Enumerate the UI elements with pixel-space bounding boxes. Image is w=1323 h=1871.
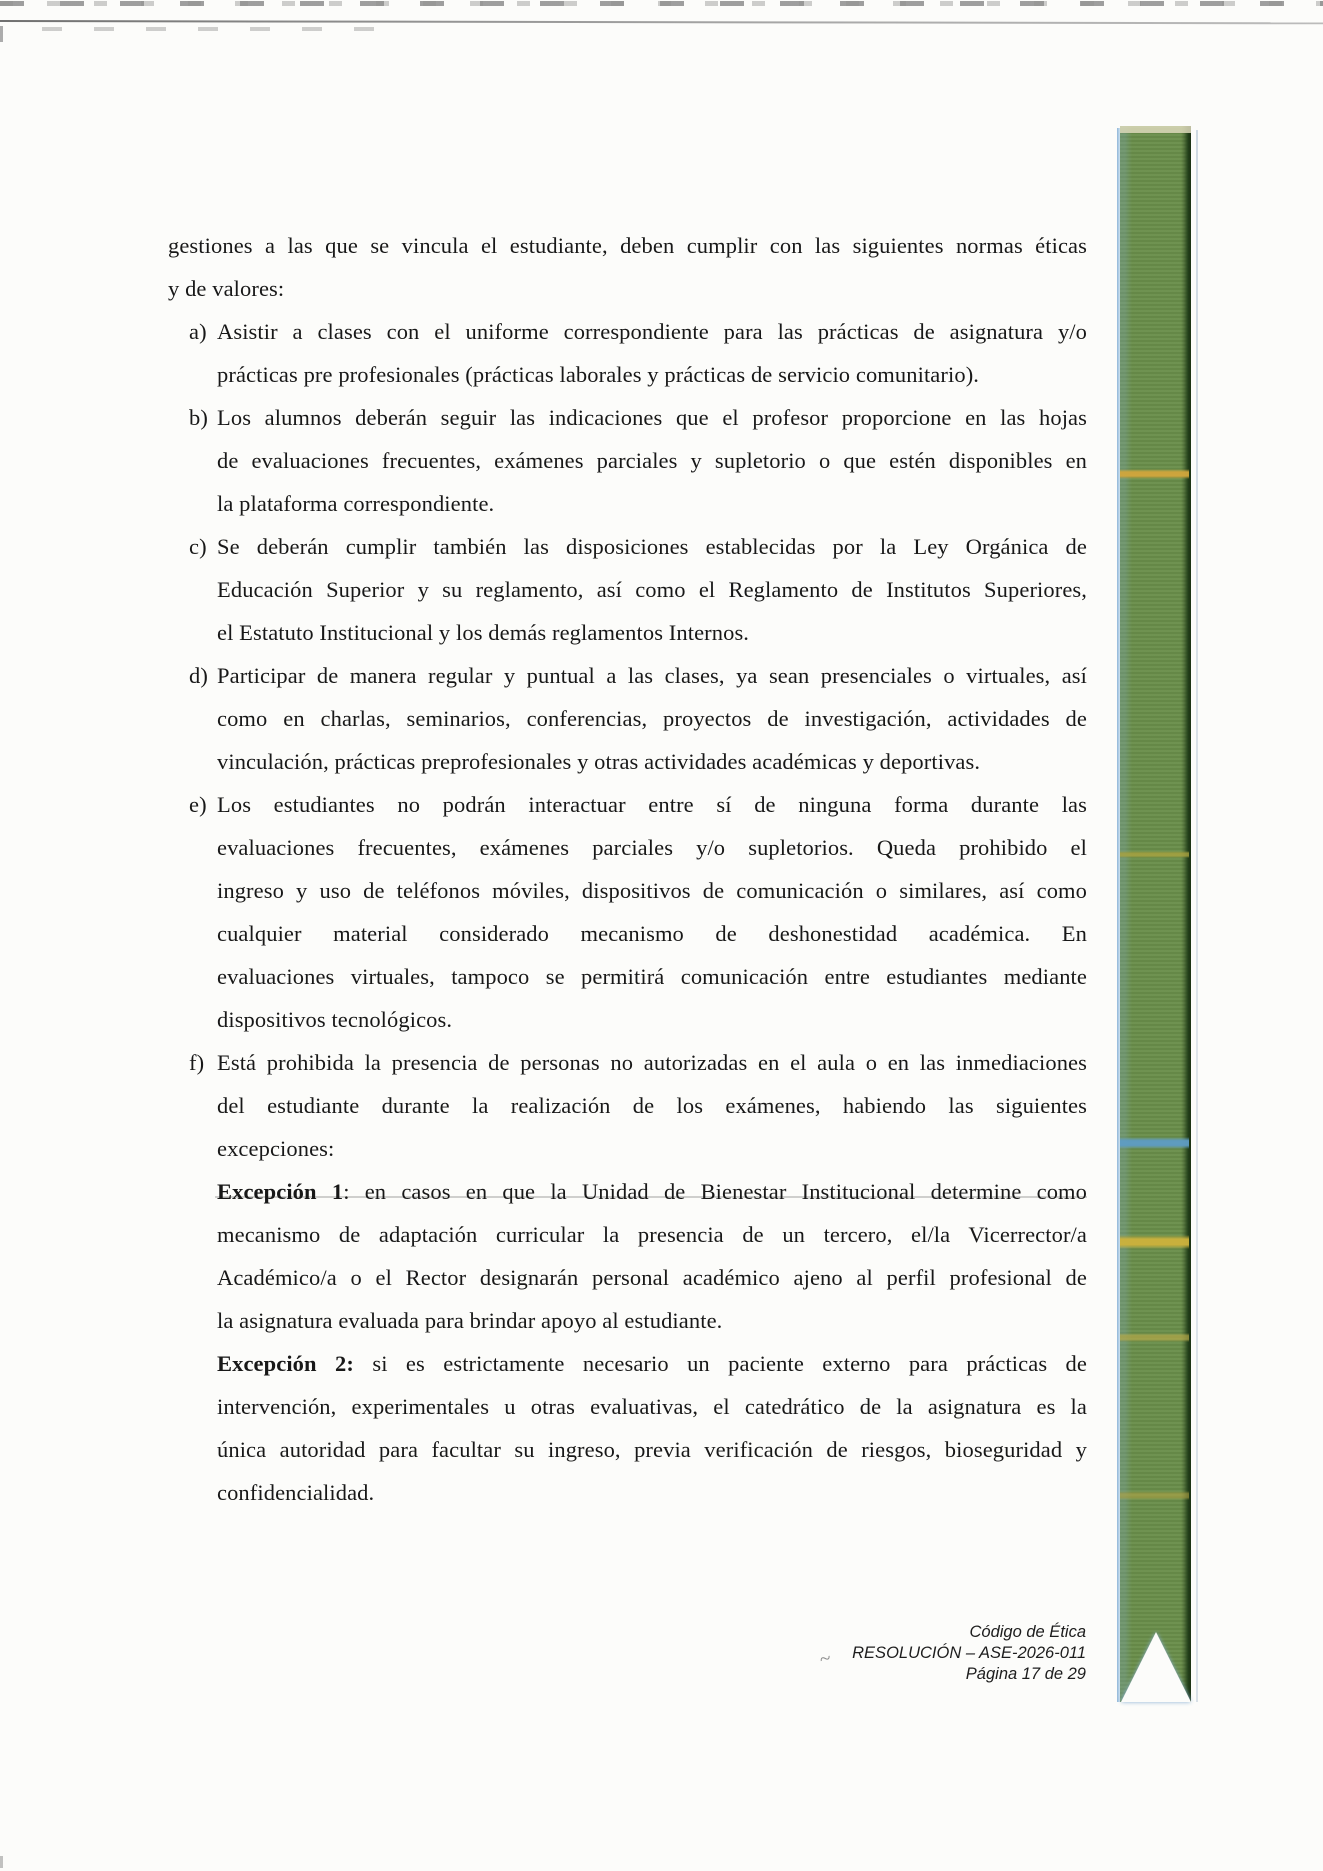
- footer-doc-title: Código de Ética: [969, 1623, 1086, 1641]
- text-line: única autoridad para facultar su ingreso, previa verificación de riesgos, bioseguridad y: [217, 1437, 1087, 1462]
- text-line: de evaluaciones frecuentes, exámenes parciales y supletorio o que estén disponibles en: [217, 448, 1087, 473]
- list-marker: c): [189, 534, 207, 559]
- ribbon-top-cap: [1120, 126, 1191, 133]
- text-line: evaluaciones virtuales, tampoco se permitirá comunicación entre estudiantes mediante: [217, 964, 1087, 989]
- text-line: Los estudiantes no podrán interactuar entre sí de ninguna forma durante las: [217, 792, 1087, 817]
- ribbon-streak: [1120, 851, 1189, 858]
- text-line: prácticas pre profesionales (prácticas laborales y prácticas de servicio comunitario).: [217, 362, 980, 387]
- ribbon-streak: [1120, 1137, 1189, 1149]
- text-line: del estudiante durante la realización de los exámenes, habiendo las siguientes: [217, 1093, 1087, 1118]
- scan-artifact-dashes: [0, 1, 1323, 6]
- paragraph: [168, 224, 1087, 310]
- list-item-paragraph: [168, 783, 1087, 1041]
- ribbon-body: [1120, 126, 1191, 1702]
- list-marker: f): [189, 1050, 205, 1075]
- ribbon-streak: [1120, 1235, 1189, 1249]
- text-block: [168, 224, 1087, 1514]
- text-line: Excepción 1: en casos en que la Unidad de Bienestar Institucional determine como: [217, 1179, 1087, 1204]
- text-line: vinculación, prácticas preprofesionales y otras actividades académicas y deportivas.: [217, 749, 981, 774]
- text-line: intervención, experimentales u otras evaluativas, el catedrático de la asignatura es la: [217, 1394, 1087, 1419]
- paragraph: [168, 1170, 1087, 1342]
- text-line: confidencialidad.: [217, 1480, 375, 1505]
- list-item-paragraph: [168, 525, 1087, 654]
- text-line: Académico/a o el Rector designarán personal académico ajeno al perfil profesional de: [217, 1265, 1087, 1290]
- text-line: mecanismo de adaptación curricular la presencia de un tercero, el/la Vicerrector/a: [217, 1222, 1087, 1247]
- text-line: dispositivos tecnológicos.: [217, 1007, 453, 1032]
- text-line: Está prohibida la presencia de personas no autorizadas en el aula o en las inmediaciones: [217, 1050, 1087, 1075]
- text-line: el Estatuto Institucional y los demás reglamentos Internos.: [217, 620, 750, 645]
- list-item-paragraph: [168, 396, 1087, 525]
- footer-page-number: Página 17 de 29: [965, 1665, 1086, 1683]
- text-line: Asistir a clases con el uniforme correspondiente para las prácticas de asignatura y/o: [217, 319, 1087, 344]
- text-line: Educación Superior y su reglamento, así como el Reglamento de Institutos Superiores,: [217, 577, 1087, 602]
- list-item-paragraph: [168, 654, 1087, 783]
- text-line: la asignatura evaluada para brindar apoyo al estudiante.: [217, 1308, 723, 1333]
- text-line: Excepción 2: si es estrictamente necesario un paciente externo para prácticas de: [217, 1351, 1087, 1376]
- scan-artifact-line: [0, 20, 1323, 24]
- paragraph: [168, 1342, 1087, 1514]
- list-marker: d): [189, 663, 208, 688]
- text-line: y de valores:: [168, 276, 285, 301]
- scan-artifact-subdashes: [42, 27, 382, 31]
- footer-resolution: RESOLUCIÓN – ASE-2026-011: [852, 1644, 1086, 1662]
- text-line: evaluaciones frecuentes, exámenes parciales y/o supletorios. Queda prohibido el: [217, 835, 1087, 860]
- list-item-paragraph: [168, 1041, 1087, 1170]
- pen-mark: ~: [817, 1647, 833, 1671]
- ribbon-notch-triangle: [1121, 1632, 1191, 1702]
- list-marker: b): [189, 405, 208, 430]
- list-marker: e): [189, 792, 207, 817]
- ribbon-streak: [1120, 1491, 1189, 1500]
- text-line: Se deberán cumplir también las disposiciones establecidas por la Ley Orgánica de: [217, 534, 1087, 559]
- text-line: como en charlas, seminarios, conferencias, proyectos de investigación, actividades de: [217, 706, 1087, 731]
- text-line: excepciones:: [217, 1136, 335, 1161]
- list-marker: a): [189, 319, 207, 344]
- text-line: cualquier material considerado mecanismo de deshonestidad académica. En: [217, 921, 1087, 946]
- text-line: Los alumnos deberán seguir las indicaciones que el profesor proporcione en las hojas: [217, 405, 1087, 430]
- scan-edge-tick-top: [0, 26, 3, 42]
- ribbon-streak: [1120, 1333, 1189, 1342]
- page-footer: [852, 1622, 1086, 1685]
- text-line: Participar de manera regular y puntual a las clases, ya sean presenciales o virtuales, así: [217, 663, 1087, 688]
- ribbon-streak: [1120, 469, 1189, 479]
- ribbon-right-outer-line: [1196, 130, 1198, 1702]
- list-item-paragraph: [168, 310, 1087, 396]
- text-line: ingreso y uso de teléfonos móviles, dispositivos de comunicación o similares, así como: [217, 878, 1087, 903]
- text-line: la plataforma correspondiente.: [217, 491, 495, 516]
- text-line: gestiones a las que se vincula el estudiante, deben cumplir con las siguientes normas éticas: [168, 233, 1087, 258]
- scan-edge-tick-bottom: [0, 1856, 3, 1868]
- bookmark-ribbon: [1117, 126, 1199, 1702]
